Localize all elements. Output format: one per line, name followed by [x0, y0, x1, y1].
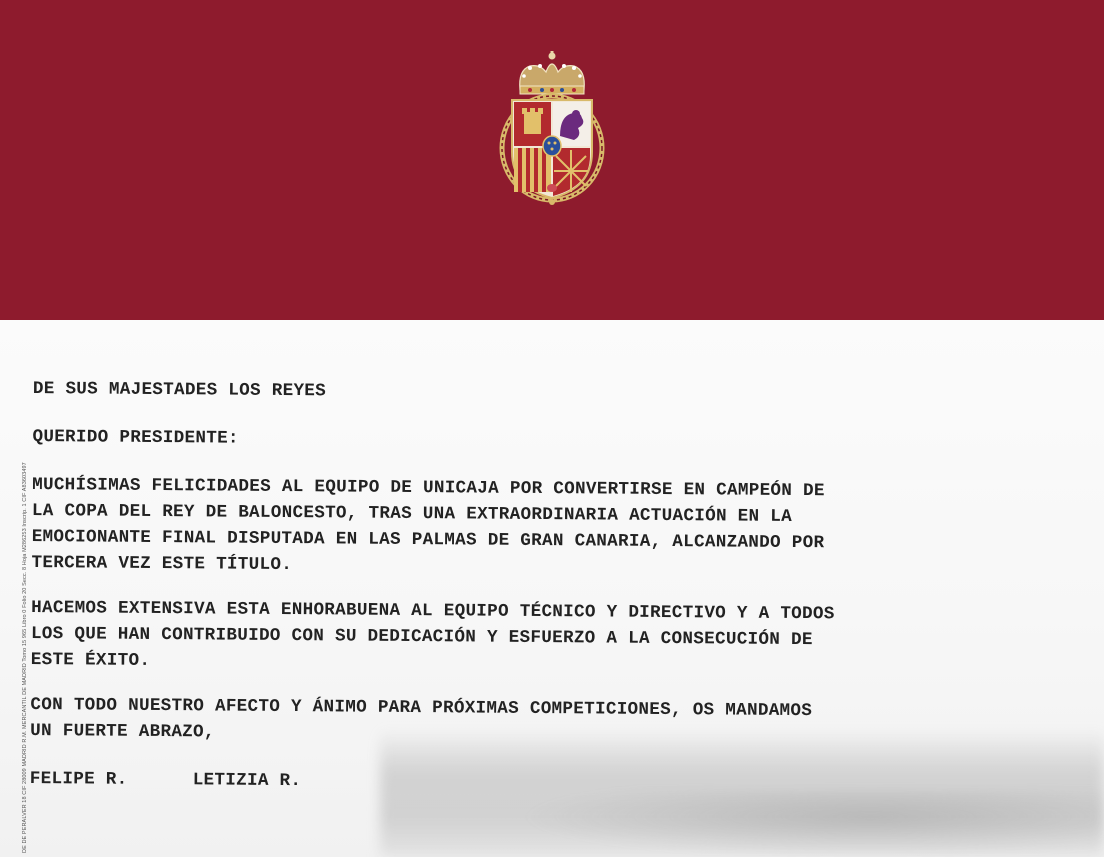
royal-coat-of-arms-icon [490, 48, 614, 214]
paragraph-2-line-1: HACEMOS EXTENSIVA ESTA ENHORABUENA AL EQUIPO TÉCNICO Y DIRECTIVO Y A TODOS [31, 597, 835, 625]
letter-body [30, 376, 1033, 800]
paragraph-2-line-2: LOS QUE HAN CONTRIBUIDO CON SU DEDICACIÓN Y ESFUERZO A LA CONSECUCIÓN DE [30, 623, 813, 651]
paragraph-1-line-1: MUCHÍSIMAS FELICIDADES AL EQUIPO DE UNICAJA POR CONVERTIRSE EN CAMPEÓN DE [32, 474, 825, 502]
margin-registry-label: DE DE PERALVER 18 CIF 28009 MADRID R.M. MERCANTIL DE MADRID Tomo 15 965 Libro 0 Folio 20 Secc. 8 Hoja M286253 Inscrip. 1 CIF A83603497 [22, 462, 28, 853]
letter-salutation: QUERIDO PRESIDENTE: [32, 426, 239, 449]
header-band [0, 0, 1104, 320]
letter-from: DE SUS MAJESTADES LOS REYES [32, 378, 327, 402]
paragraph-2-line-3: ESTE ÉXITO. [30, 649, 151, 671]
paper-fold-shadow-secondary [520, 790, 1104, 857]
paragraph-1-line-4: TERCERA VEZ ESTE TÍTULO. [31, 552, 293, 576]
paragraph-3-line-2: UN FUERTE ABRAZO, [30, 720, 215, 743]
signature-felipe: FELIPE R. [29, 768, 128, 790]
signature-letizia: LETIZIA R. [192, 770, 302, 792]
paragraph-3-line-1: CON TODO NUESTRO AFECTO Y ÁNIMO PARA PRÓXIMAS COMPETICIONES, OS MANDAMOS [30, 694, 813, 722]
paragraph-1-line-2: LA COPA DEL REY DE BALONCESTO, TRAS UNA EXTRAORDINARIA ACTUACIÓN EN LA [31, 500, 793, 527]
paragraph-1-line-3: EMOCIONANTE FINAL DISPUTADA EN LAS PALMAS DE GRAN CANARIA, ALCANZANDO POR [31, 526, 825, 554]
